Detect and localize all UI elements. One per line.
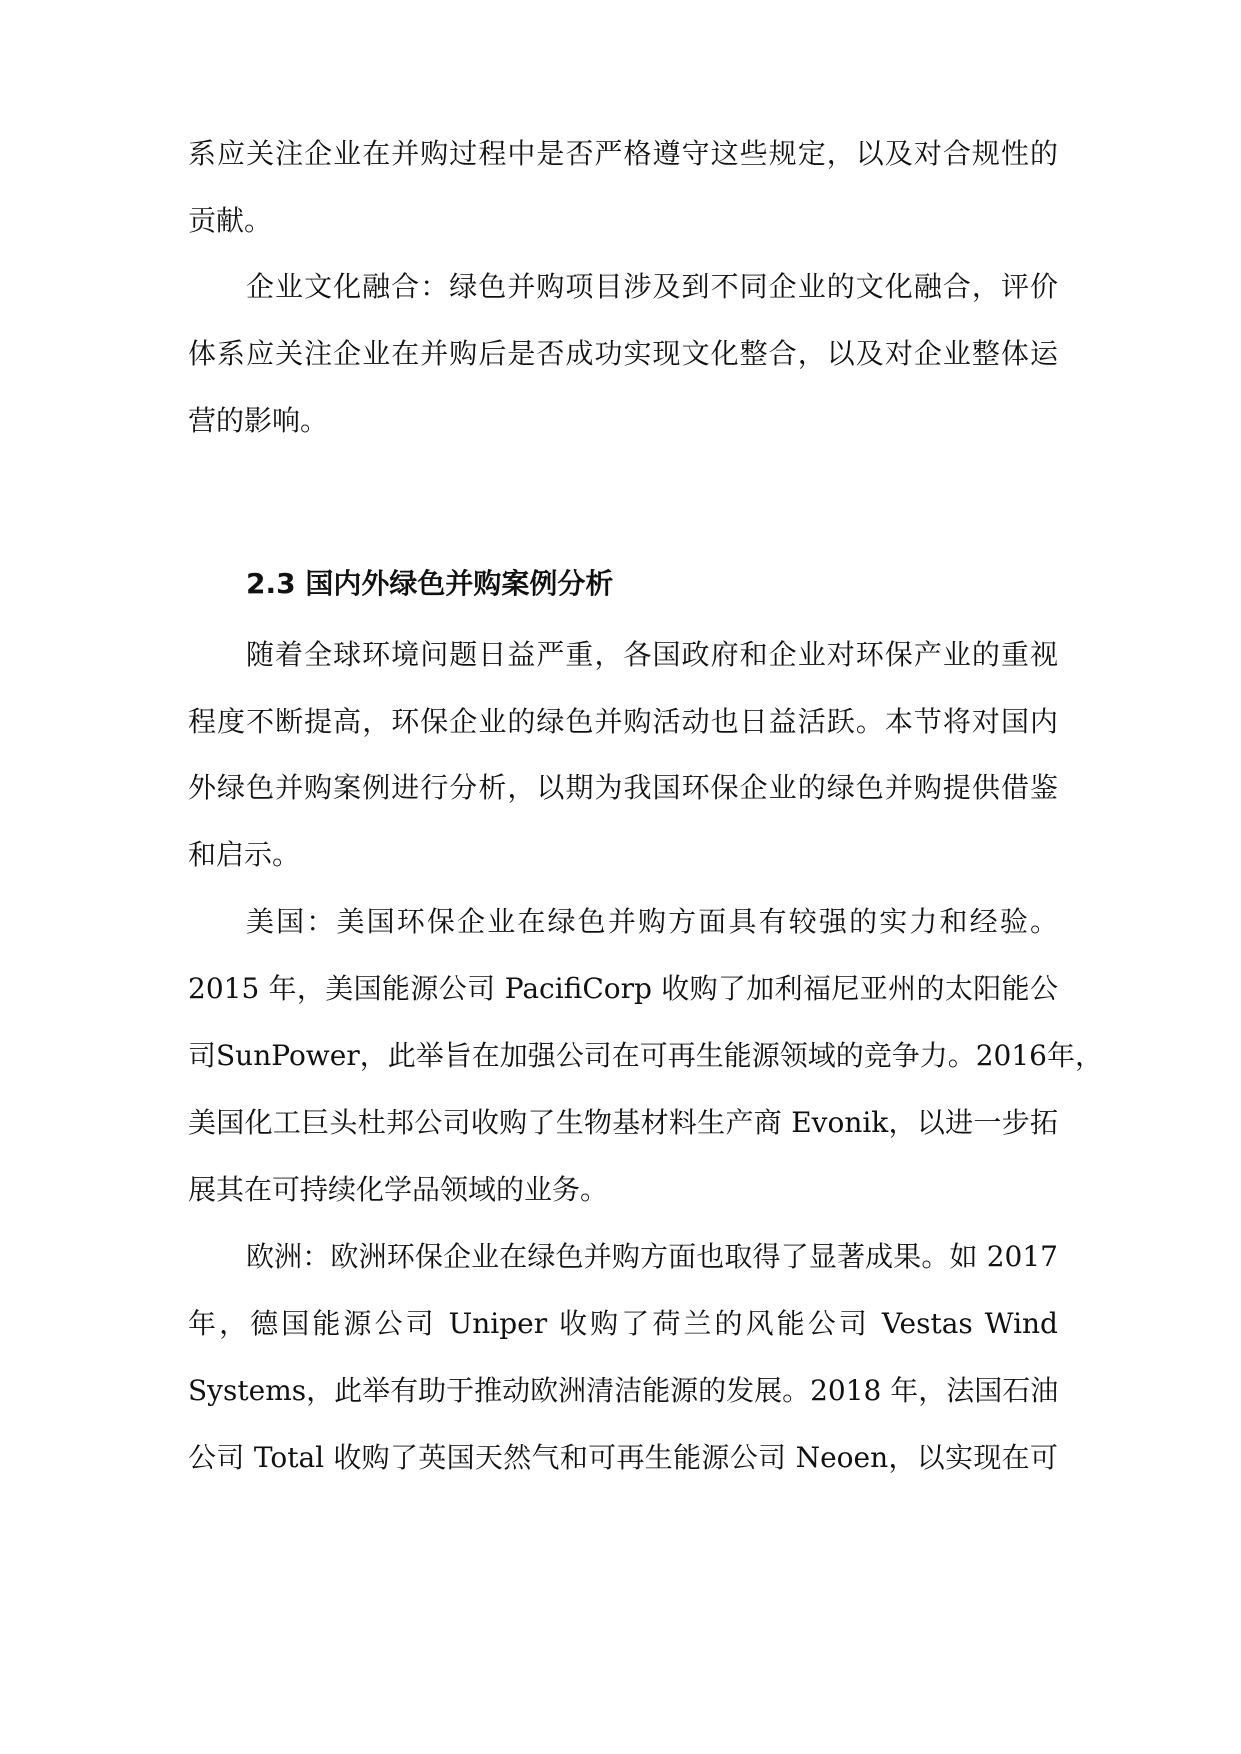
paragraph-line: 随着全球环境问题日益严重，各国政府和企业对环保产业的重视 [246,638,1058,671]
paragraph-line: 体系应关注企业在并购后是否成功实现文化整合，以及对企业整体运 [188,337,1058,370]
paragraph-line: 程度不断提高，环保企业的绿色并购活动也日益活跃。本节将对国内 [188,705,1058,738]
paragraph-line: 企业文化融合：绿色并购项目涉及到不同企业的文化融合，评价 [246,270,1058,303]
paragraph-line: 系应关注企业在并购过程中是否严格遵守这些规定，以及对合规性的 [188,137,1058,170]
paragraph-line: 美国：美国环保企业在绿色并购方面具有较强的实力和经验。 [246,905,1058,938]
paragraph-line: 2015 年，美国能源公司 PacifiCorp 收购了加利福尼亚州的太阳能公 [188,972,1058,1005]
section-heading: 2.3 国内外绿色并购案例分析 [246,567,614,600]
paragraph-line: 公司 Total 收购了英国天然气和可再生能源公司 Neoen，以实现在可 [188,1441,1058,1474]
paragraph-line: 营的影响。 [188,404,329,437]
paragraph-line: Systems，此举有助于推动欧洲清洁能源的发展。2018 年，法国石油 [188,1374,1059,1407]
paragraph-line: 美国化工巨头杜邦公司收购了生物基材料生产商 Evonik，以进一步拓 [188,1106,1058,1139]
paragraph-line: 贡献。 [188,204,273,237]
paragraph-line: 欧洲：欧洲环保企业在绿色并购方面也取得了显著成果。如 2017 [246,1240,1058,1273]
paragraph-line: 展其在可持续化学品领域的业务。 [188,1173,609,1206]
paragraph-line: 外绿色并购案例进行分析，以期为我国环保企业的绿色并购提供借鉴 [188,771,1058,804]
paragraph-line: 司SunPower，此举旨在加强公司在可再生能源领域的竞争力。2016年， [188,1039,1103,1072]
paragraph-line: 年，德国能源公司 Uniper 收购了荷兰的风能公司 Vestas Wind [188,1307,1058,1340]
paragraph-line: 和启示。 [188,838,301,871]
